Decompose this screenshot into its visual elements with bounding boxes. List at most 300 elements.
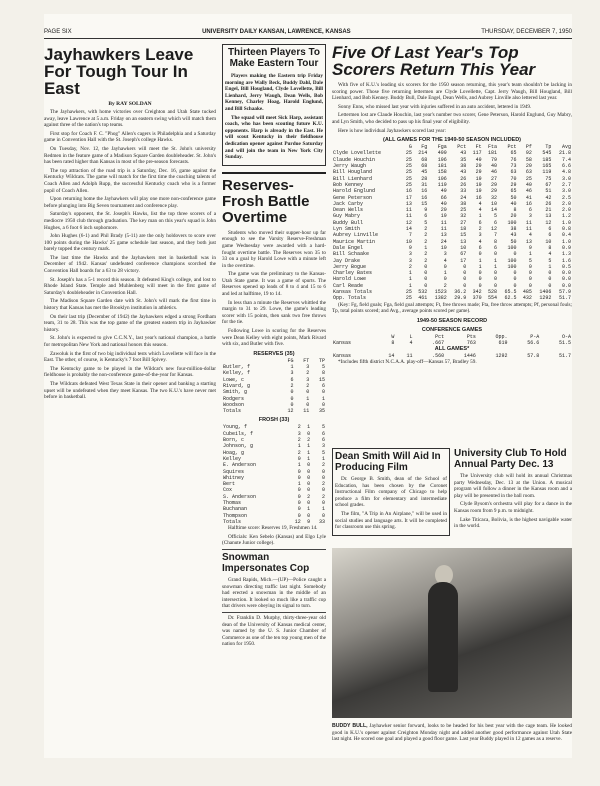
player-name-cell: Bill Schaake xyxy=(333,251,370,258)
lead-paragraph: Saturday's opponent, the St. Joseph's Hawks, list the top three scorers of a mediocre 1950 club through graduation. The key man on this year's squad is John Hughes, a 6 foot 6 inch sophomore. xyxy=(44,211,216,231)
stat-cell: W xyxy=(391,333,395,340)
stat-cell: 5 xyxy=(321,449,325,456)
stat-cell: 119 xyxy=(437,181,447,188)
player-name-cell: Kelley xyxy=(223,455,242,462)
stat-cell: 1 xyxy=(307,424,311,431)
stat-cell: 67 xyxy=(545,181,552,188)
stat-cell: 185 xyxy=(542,156,552,163)
stat-cell: 2.0 xyxy=(561,207,571,214)
stat-cell: 62.5 xyxy=(504,295,517,302)
stat-cell: 165 xyxy=(542,163,552,170)
stat-cell: 2 xyxy=(321,493,325,500)
stat-cell: 16 xyxy=(421,188,428,195)
stat-cell: 214 xyxy=(418,150,428,157)
stat-cell: 0 xyxy=(463,270,467,277)
stat-cell: 19 xyxy=(475,175,482,182)
player-name-cell: Squires xyxy=(223,468,245,475)
stat-cell: 119 xyxy=(542,169,552,176)
stat-cell: 2 xyxy=(443,282,447,289)
player-name-cell: Claude Houchin xyxy=(333,156,376,163)
stat-cell: 27 xyxy=(460,219,467,226)
frosh-paragraph: In less than a minute the Reserves whittled the margin to 31 to 29. Lowe, the game's leading scorer with 15 points, then sank two free throws for the tie. xyxy=(222,299,326,326)
stat-cell: 0 xyxy=(307,487,311,494)
stat-cell: 1 xyxy=(307,506,311,513)
stat-cell: 0.0 xyxy=(561,282,571,289)
player-name-cell: Dale Engel xyxy=(333,244,364,251)
stat-cell: 0 xyxy=(321,401,325,408)
sidebar-paragraph: Players making the Eastern trip Friday morning are Wally Beck, Buddy Dahl, Dale Engel, Bill Hougland, Clyde Lovellette, Bill Lienhard, Jerry Waugh, Dean Wells, Bob Kenney, Charley Hoag, Harold Englund, and Bill Schaake. xyxy=(225,73,323,112)
stat-cell: 1 xyxy=(443,270,447,277)
stat-cell: 0 xyxy=(443,276,447,283)
stat-cell: L xyxy=(409,333,413,340)
stat-cell: 1 xyxy=(408,282,412,289)
film-headline: Dean Smith Will Aid In Producing Film xyxy=(335,451,441,473)
lead-paragraph: The Wildcats defeated West Texas State in their opener and banking a starting upset will be undefeated when they meet Kansas. The two K.U.'s have never met before in basketball. xyxy=(44,380,216,401)
stat-cell: 10 xyxy=(460,244,467,251)
stat-cell: 14 xyxy=(405,226,412,233)
stat-cell: 5 xyxy=(528,257,532,264)
stat-cell: 342 xyxy=(472,288,482,295)
scorers-table-title: (ALL GAMES FOR THE 1949-50 SEASON INCLUDED) xyxy=(382,137,522,144)
masthead-title: UNIVERSITY DAILY KANSAN, LAWRENCE, KANSAS xyxy=(202,29,351,35)
player-name-cell: Kelley, f xyxy=(223,370,251,377)
stat-cell: 0 xyxy=(297,468,301,475)
scorers-paragraph: Lettermen lost are Claude Houchin, last year's number two scorer, Gene Peterson, Harold Englund, Guy Mabry, and Lyn Smith, who decided to pass up his final year of eligibility. xyxy=(332,112,572,125)
player-name-cell: Harold Lowe xyxy=(333,276,367,283)
stat-cell: 14 xyxy=(490,207,497,214)
stat-cell: 9 xyxy=(307,518,311,525)
stat-cell: 499 xyxy=(437,150,447,157)
stat-cell: Ft xyxy=(475,144,482,151)
stat-cell: 5 xyxy=(424,219,428,226)
stat-cell: 65 xyxy=(510,150,517,157)
scorers-paragraph: Sonny Enns, who missed last year with injuries suffered in an auto accident, lettered in 1949. xyxy=(338,103,532,110)
stat-cell: 51.7 xyxy=(558,295,571,302)
stat-cell: 0 xyxy=(513,282,517,289)
stat-cell: 3.0 xyxy=(561,188,571,195)
stat-cell: 17 xyxy=(405,194,412,201)
stat-cell: 67 xyxy=(460,251,467,258)
stat-cell: 3 xyxy=(528,213,532,220)
stat-cell: 2 xyxy=(424,232,428,239)
stat-cell: 13 xyxy=(405,200,412,207)
stat-cell: 38 xyxy=(460,163,467,170)
sidebar-paragraph: The squad will meet Sick Harp, assistant coach, who has been scouting future K.U. opponents. Harp is already in the East. He will scout Kentucky in their fieldhouse dedication opener against Purdue Saturday and will join the team in New York City Sunday. xyxy=(225,114,323,161)
record-title: 1949-50 SEASON RECORD xyxy=(416,317,488,324)
stat-cell: 3 xyxy=(443,251,447,258)
stat-cell: 1.3 xyxy=(561,251,571,258)
stat-cell: 1 xyxy=(408,270,412,277)
stat-cell: 4 xyxy=(478,200,482,207)
stat-cell: 0 xyxy=(290,395,294,402)
stat-cell: 25 xyxy=(460,207,467,214)
stat-cell: 18 xyxy=(460,226,467,233)
stat-cell: 12 xyxy=(287,408,294,415)
stat-cell: 1 xyxy=(307,449,311,456)
stat-cell: 2 xyxy=(297,437,301,444)
player-name-cell: Bert xyxy=(223,481,236,488)
stat-cell: 10 xyxy=(440,244,447,251)
stat-cell: 14 xyxy=(388,352,395,359)
caption-lead: BUDDY BULL, xyxy=(332,723,368,730)
stat-cell: Fga xyxy=(437,144,447,151)
stat-cell: 43 xyxy=(460,169,467,176)
stat-cell: 0 xyxy=(307,512,311,519)
stat-cell: 1 xyxy=(493,263,497,270)
stat-cell: 6 xyxy=(424,213,428,220)
stat-cell: 10 xyxy=(490,200,497,207)
stat-cell: 2.7 xyxy=(561,181,571,188)
stat-cell: 33 xyxy=(318,518,325,525)
middle-column xyxy=(222,44,326,650)
player-name-cell: Opp. Totals xyxy=(333,295,367,302)
stat-cell: 13 xyxy=(460,238,467,245)
stat-cell: 6.6 xyxy=(561,163,571,170)
stat-cell: 1 xyxy=(478,213,482,220)
stat-cell: 24 xyxy=(460,194,467,201)
stat-cell: Pf xyxy=(525,144,532,151)
stat-cell: FT xyxy=(303,357,310,364)
stat-cell: 43 xyxy=(510,232,517,239)
stat-cell: 2 xyxy=(424,238,428,245)
film-paragraph: The film, "A Trip in An Airplane," will be used in social studies and language arts. It will be completed for classroom use this spring. xyxy=(335,510,447,531)
stat-cell: 51.7 xyxy=(558,352,571,359)
reserves-box-score xyxy=(222,358,326,415)
stat-cell: Opp. xyxy=(495,333,508,340)
stat-cell: 0 xyxy=(478,282,482,289)
player-name-cell: Totals xyxy=(223,518,242,525)
stat-cell: 12 xyxy=(545,219,552,226)
stat-cell: 70 xyxy=(510,175,517,182)
stat-cell: 532 xyxy=(418,288,428,295)
stat-cell: 29 xyxy=(475,169,482,176)
stat-cell: FG xyxy=(287,357,294,364)
stat-cell: 0 xyxy=(478,270,482,277)
player-name-cell: Cubeils, f xyxy=(223,430,254,437)
stat-cell: 100 xyxy=(507,219,517,226)
stat-cell: 6 xyxy=(548,226,552,233)
stat-cell: 31 xyxy=(421,181,428,188)
stat-cell: 0 xyxy=(513,270,517,277)
stat-cell: 40 xyxy=(510,200,517,207)
stat-cell: 1 xyxy=(408,276,412,283)
stat-cell: 1 xyxy=(290,364,294,371)
stat-cell: 100 xyxy=(507,263,517,270)
stat-cell: 370 xyxy=(472,295,482,302)
stat-cell: 2 xyxy=(306,383,310,389)
lead-paragraph: First stop for Coach F. C. "Phog" Allen's cagers is Philadelphia and a Saturday game in Convention Hall with the St. Joseph's college Hawks. xyxy=(44,130,216,144)
stat-cell: 17 xyxy=(460,257,467,264)
stat-cell: 19 xyxy=(475,181,482,188)
stat-cell: 554 xyxy=(487,295,497,302)
stat-cell: 56.6 xyxy=(527,340,540,347)
stat-cell: 7 xyxy=(408,232,412,239)
party-paragraph: Lake Titicaca, Bolivia, is the highest navigable water in the world. xyxy=(454,516,572,530)
stat-cell: 26 xyxy=(460,175,467,182)
player-name-cell: Woodson xyxy=(223,401,245,408)
stat-cell: 24 xyxy=(440,238,447,245)
stat-cell: Avg xyxy=(561,144,571,151)
player-name-cell: Bob Kenney xyxy=(333,181,364,188)
stat-cell: 11 xyxy=(525,226,532,233)
stat-cell: Fta xyxy=(487,144,497,151)
stat-cell: 0 xyxy=(306,401,310,408)
stat-cell: 0 xyxy=(321,487,325,494)
player-name-cell: Carl Reade xyxy=(333,282,364,289)
stat-cell: 2 xyxy=(424,251,428,258)
lead-paragraph: Upon returning home the Jayhawkers will play one more non-conference game before plunging into Big Seven tournament and conference play. xyxy=(44,196,216,209)
stat-cell: Pct xyxy=(507,144,517,151)
stat-cell: 0 xyxy=(290,401,294,408)
stat-cell: 0 xyxy=(463,263,467,270)
stat-cell: 2 xyxy=(297,449,301,456)
stat-cell: 6 xyxy=(478,244,482,251)
stat-cell: 28 xyxy=(421,175,428,182)
party-story xyxy=(454,448,572,532)
stat-cell: 0 xyxy=(321,512,325,519)
stat-cell: 21.8 xyxy=(558,150,571,157)
stat-cell: 46 xyxy=(490,169,497,176)
stat-cell: 6 xyxy=(290,376,294,383)
lead-paragraph: The last time the Hawks and the Jayhawkers met in basketball was in December of 1942. Kansas' undefeated conference champions scorched the Convention Hall boards for a 63 to 28 victory. xyxy=(44,254,216,275)
player-name-cell: Dean Wells xyxy=(333,207,364,214)
lead-body xyxy=(44,109,216,401)
stat-cell: 4 xyxy=(528,232,532,239)
stat-cell: 158 xyxy=(437,169,447,176)
stat-cell: 35 xyxy=(318,408,325,415)
player-name-cell: Harold Englund xyxy=(333,188,376,195)
stat-cell: 11 xyxy=(405,207,412,214)
record-table xyxy=(332,334,572,359)
stat-cell: 57.8 xyxy=(527,352,540,359)
stat-cell: 6 xyxy=(528,207,532,214)
stat-cell: 2 xyxy=(408,263,412,270)
stat-cell: 4.8 xyxy=(561,169,571,176)
stat-cell: 6 xyxy=(321,383,325,389)
lead-paragraph: St. Joseph's has a 5-1 record this season. It defeated King's college, and lost to Rhode Island State. Temple and Muhlenberg will meet in the first game of Saturday's doubleheader in Convention Hall. xyxy=(44,276,216,296)
frosh-note: Halftime score: Reserves 19, Freshmen 14. xyxy=(228,525,318,532)
stat-cell: 20 xyxy=(510,213,517,220)
stat-cell: 0 xyxy=(307,462,311,469)
stat-cell: 1.0 xyxy=(561,238,571,245)
player-name-cell: Aubrey Linville xyxy=(333,232,379,239)
stat-cell: 25 xyxy=(405,181,412,188)
scorers-paragraph: Here is how individual Jayhawkers scored last year: xyxy=(338,127,446,134)
stat-cell: 10 xyxy=(405,238,412,245)
stat-cell: 0 xyxy=(307,474,311,481)
player-name-cell: Bill Lienhard xyxy=(333,175,373,182)
stat-cell: 4 xyxy=(548,251,552,258)
stat-cell: 57.9 xyxy=(558,288,571,295)
stat-cell: 45 xyxy=(421,169,428,176)
player-name-cell: Thomas xyxy=(223,500,242,507)
stat-cell: 10 xyxy=(545,238,552,245)
player-name-cell: Totals xyxy=(223,408,242,415)
stat-cell: 6 xyxy=(478,219,482,226)
stat-cell: 0 xyxy=(321,389,325,396)
stat-cell: 0 xyxy=(424,276,428,283)
player-name-cell: Hoag, g xyxy=(223,449,245,456)
stat-cell: 15 xyxy=(421,200,428,207)
frosh-body xyxy=(222,230,326,348)
stat-cell: 46 xyxy=(525,188,532,195)
record-note: *Includes fifth district N.C.A.A. play-off—Kansas 57, Bradley 59. xyxy=(338,358,477,365)
stat-cell: 33 xyxy=(460,188,467,195)
stat-cell: 2 xyxy=(424,226,428,233)
stat-cell: P-A xyxy=(530,333,540,340)
player-name-cell: Smith, g xyxy=(223,389,248,396)
stat-cell: 1406 xyxy=(539,288,552,295)
caption-text: Jayhawker senior forward, looks to be headed for his best year with the cage team. He looked good in K.U.'s opener against Creighton Monday night and added another good performance against Utah State last night. He scored one goal and played a good floor game. Last year Buddy played in 12 games as a reserve. xyxy=(332,723,572,743)
stat-cell: 1 xyxy=(297,481,301,488)
stat-cell: 25 xyxy=(405,163,412,170)
photo-caption xyxy=(332,723,572,743)
stat-cell: 21 xyxy=(545,207,552,214)
stat-cell: 25 xyxy=(405,150,412,157)
stat-cell: 73 xyxy=(510,163,517,170)
film-paragraph: Dr. George B. Smith, dean of the School of Education, has been chosen by the Coronet Instructional Film company of Chicago to help produce a film for elementary and intermediate school grades. xyxy=(335,476,447,509)
stat-cell: 6 xyxy=(548,232,552,239)
scorers-story xyxy=(332,44,572,368)
stat-cell: 2 xyxy=(307,437,311,444)
stat-cell: 1 xyxy=(297,462,301,469)
stat-cell: 4 xyxy=(409,340,413,347)
stat-cell: 11 xyxy=(303,408,310,415)
stat-cell: 0 xyxy=(513,251,517,258)
stat-cell: 65 xyxy=(510,188,517,195)
conference-title: CONFERENCE GAMES xyxy=(421,326,483,333)
stat-cell: 29.9 xyxy=(454,295,467,302)
scorers-paragraph: With five of K.U.'s leading six scorers for the 1950 season returning, this year's team shouldn't be lacking in scoring power. Those five returning lettermen are Clyde Lovellette, Capt. Jerry Waugh, Bill Hougland, Bill Lienhard, and Bob Kenney. Buddy Bull, Dale Engel, Dean Wells, and Aubrey Linville also lettered last year. xyxy=(332,82,572,102)
stat-cell: 3 xyxy=(321,443,325,450)
stat-cell: 9 xyxy=(424,207,428,214)
stat-cell: 545 xyxy=(542,150,552,157)
stat-cell: 0 xyxy=(321,468,325,475)
frosh-headline: Reserves-Frosh Battle Overtime xyxy=(222,172,326,226)
all-games-title: ALL GAMES* xyxy=(434,346,470,353)
stat-cell: 6 xyxy=(321,437,325,444)
stat-cell: 3 xyxy=(478,232,482,239)
stat-cell: 29 xyxy=(490,188,497,195)
table-row xyxy=(222,408,326,414)
stat-cell: 0 xyxy=(548,276,552,283)
player-name-cell: Jerry Bogue xyxy=(333,263,367,270)
stat-cell: 0 xyxy=(307,468,311,475)
stat-cell: 68 xyxy=(421,156,428,163)
lead-paragraph: Zawoluk is the first of two big individual tests which Lovellette will face in the East. The other, of course, is Kentucky's 7 foot Bill Spivey. xyxy=(44,350,216,364)
stat-cell: 0.0 xyxy=(561,276,571,283)
player-name-cell: Rodgers xyxy=(223,395,245,402)
player-name-cell: Butler, f xyxy=(223,364,251,371)
scorers-headline: Five Of Last Year's Top Scorers Return This Year xyxy=(332,44,536,79)
frosh-paragraph: Following Lowe in scoring for the Reserves were Dean Kelley with eight points, Mark Rivard with six, and Butler with five. xyxy=(222,328,326,348)
player-name-cell: Gene Peterson xyxy=(333,194,373,201)
stat-cell: 106 xyxy=(437,175,447,182)
player-name-cell: Buddy Bull xyxy=(333,219,364,226)
basketball-player-photo xyxy=(332,548,572,718)
lead-paragraph: The Jayhawkers, with home victories over Creighton and Utah State tucked away, leave Lawrence at 5 a.m. Friday on an eastern swing which will match them against three of the nation's top teams. xyxy=(44,109,216,129)
stat-cell: 15 xyxy=(460,232,467,239)
stat-cell: 619 xyxy=(498,340,508,347)
stat-cell: 8 xyxy=(321,370,325,377)
stat-cell: 32 xyxy=(460,213,467,220)
stat-cell: 2 xyxy=(321,462,325,469)
lead-headline: Jayhawkers Leave For Tough Tour In East xyxy=(44,45,194,98)
stat-cell: 65.5 xyxy=(504,288,517,295)
stat-cell: 3 xyxy=(408,257,412,264)
stat-cell: 16 xyxy=(405,188,412,195)
lead-paragraph: On their last trip (December of 1942) the Jayhawkers edged a strong Fordham team, 31 to 28. This was the top game of the greatest eastern trip in Jayhawker history. xyxy=(44,313,216,333)
stat-cell: 1 xyxy=(321,455,325,462)
newspaper-page xyxy=(44,14,572,758)
player-name-cell: Jay Drake xyxy=(333,257,361,264)
stat-cell: 528 xyxy=(487,288,497,295)
stat-cell: 1 xyxy=(478,263,482,270)
stat-cell: 12 xyxy=(490,226,497,233)
player-name-cell: Guy Mabry xyxy=(333,213,361,220)
stat-cell: 0.5 xyxy=(561,263,571,270)
stat-cell: 3 xyxy=(408,251,412,258)
stat-cell: 20 xyxy=(525,163,532,170)
stat-cell: 50 xyxy=(510,238,517,245)
stat-cell: 0 xyxy=(306,389,310,396)
snowman-text: Grand Rapids, Mich.—(UP)—Police caught a snowman directing traffic last night. Somebody had erected a snowman in the middle of an intersection. It looked so much like a traffic cop that drivers were obeying its signal to turn. xyxy=(222,577,326,610)
stat-cell: 25 xyxy=(405,175,412,182)
lead-story xyxy=(44,44,216,403)
snowman-headline: Snowman Impersonates Cop xyxy=(222,552,310,575)
stat-cell: 0.8 xyxy=(561,226,571,233)
stat-cell: 1292 xyxy=(539,295,552,302)
stat-cell: 11 xyxy=(440,219,447,226)
player-name-cell: S. Anderson xyxy=(223,493,257,500)
stat-cell: 0 xyxy=(424,263,428,270)
stat-cell: 13 xyxy=(525,238,532,245)
stat-cell: 1292 xyxy=(495,352,508,359)
stat-cell: 0 xyxy=(528,276,532,283)
stat-cell: 0 xyxy=(307,500,311,507)
stat-cell: 3 xyxy=(306,364,310,371)
stat-cell: 485 xyxy=(522,288,532,295)
stat-cell: 5 xyxy=(321,364,325,371)
stat-cell: 26 xyxy=(460,181,467,188)
player-name-cell: Jack Carby xyxy=(333,200,364,207)
scorers-table xyxy=(332,144,572,301)
stat-cell: 2 xyxy=(478,226,482,233)
player-name-cell: Lyn Smith xyxy=(333,226,361,233)
stat-cell: 16 xyxy=(421,194,428,201)
stat-cell: 1 xyxy=(306,395,310,402)
stat-cell: 5 xyxy=(321,424,325,431)
player-name-cell: Johnson, g xyxy=(223,443,254,450)
sidebar-headline: Thirteen Players To Make Eastern Tour xyxy=(227,47,321,69)
stat-cell: G xyxy=(408,144,412,151)
stat-cell: 0 xyxy=(493,276,497,283)
stat-cell: 461 xyxy=(418,295,428,302)
stat-cell: 2 xyxy=(321,481,325,488)
stat-cell: 100 xyxy=(507,244,517,251)
stat-cell: 763 xyxy=(466,340,476,347)
stat-cell: 51 xyxy=(545,188,552,195)
photo-block xyxy=(332,544,572,748)
stat-cell: 25 xyxy=(405,288,412,295)
stat-cell: 5 xyxy=(493,213,497,220)
stat-cell: 3.0 xyxy=(561,175,571,182)
stat-cell: 19 xyxy=(475,188,482,195)
stat-cell: 6 xyxy=(493,244,497,251)
stat-cell: 38 xyxy=(510,226,517,233)
stat-cell: 196 xyxy=(437,156,447,163)
stat-cell: 76 xyxy=(510,156,517,163)
